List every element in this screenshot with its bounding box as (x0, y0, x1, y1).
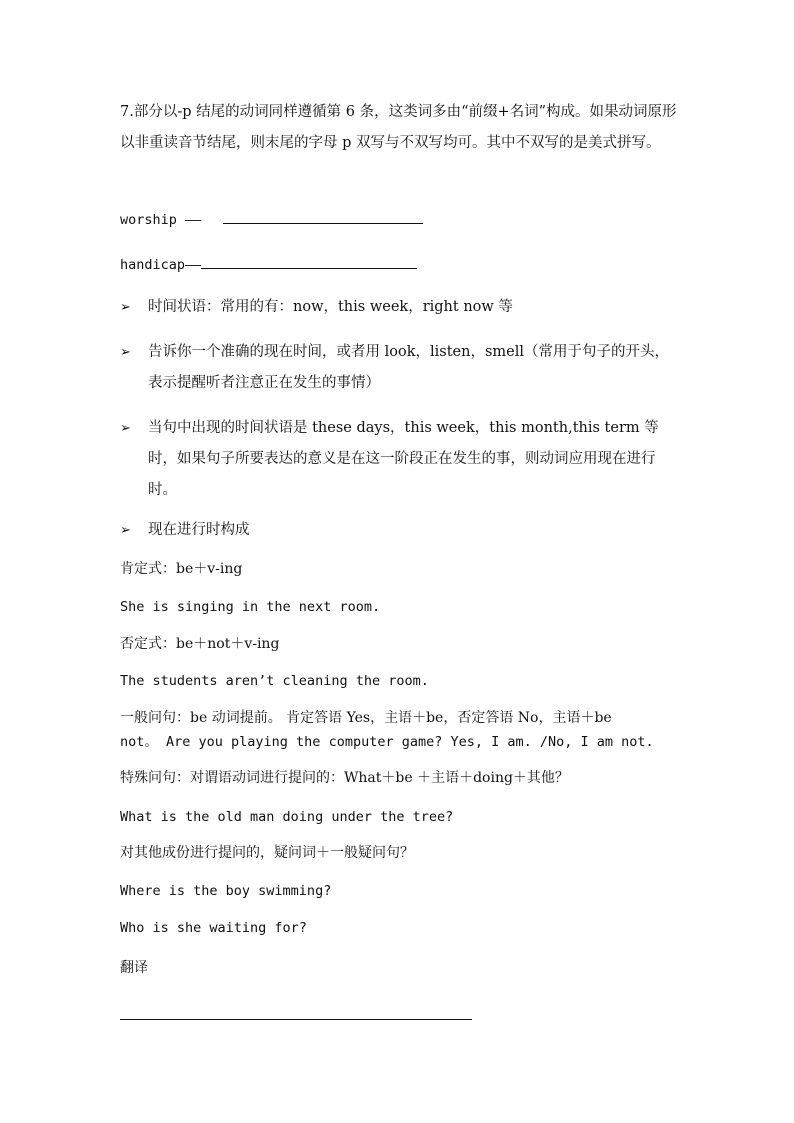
general-question-line-2: not。 Are you playing the computer game? Yes, I am. /No, I am not. (120, 734, 654, 750)
bullet-arrow-icon: ➢ (120, 421, 131, 436)
general-question-line-1: 一般问句：be 动词提前。 肯定答语 Yes，主语＋be，否定答语 No，主语＋be (120, 710, 612, 726)
special-question: 特殊问句：对谓语动词进行提问的：What＋be ＋主语＋doing＋其他？ (120, 770, 569, 786)
exercise-word: handicap—— (120, 257, 202, 273)
affirmative-label: 肯定式：be＋v-ing (120, 561, 243, 577)
special-example: What is the old man doing under the tree? (120, 809, 454, 825)
bullet-arrow-icon: ➢ (120, 300, 131, 315)
other-question: 对其他成份进行提问的，疑问词＋一般疑问句？ (120, 845, 414, 861)
exercise-worship (120, 209, 423, 230)
rule-7-paragraph: 7.部分以-p 结尾的动词同样遵循第 6 条，这类词多由“前缀+名词”构成。如果动词原形以非重读音节结尾，则末尾的字母 p 双写与不双写均可。其中不双写的是美式拼写。 (120, 104, 677, 151)
negative-label: 否定式：be＋not＋v-ing (120, 636, 280, 652)
answer-blank[interactable] (223, 209, 423, 224)
negative-example: The students aren’t cleaning the room. (120, 673, 429, 689)
translate-heading: 翻译 (120, 960, 148, 976)
bullet-item: ➢ 时间状语：常用的有：now，this week，right now 等 (120, 292, 680, 323)
bullet-arrow-icon: ➢ (120, 345, 131, 360)
exercise-handicap (120, 254, 417, 275)
exercise-word: worship —— (120, 212, 202, 228)
affirmative-example: She is singing in the next room. (120, 599, 381, 615)
translation-answer-line[interactable] (120, 1019, 472, 1020)
other-example-1: Where is the boy swimming? (120, 883, 332, 899)
other-example-2: Who is she waiting for? (120, 920, 307, 936)
bullet-item: ➢ 现在进行时构成 (120, 515, 680, 546)
bullet-item: ➢ 告诉你一个准确的现在时间，或者用 look，listen，smell（常用于句子的开头，表示提醒听者注意正在发生的事情） (120, 337, 680, 399)
bullet-arrow-icon: ➢ (120, 523, 131, 538)
answer-blank[interactable] (201, 254, 417, 269)
bullet-item: ➢ 当句中出现的时间状语是 these days，this week，this month,this term 等时，如果句子所要表达的意义是在这一阶段正在发生的事，则动词应用现在进行时。 (120, 413, 680, 506)
